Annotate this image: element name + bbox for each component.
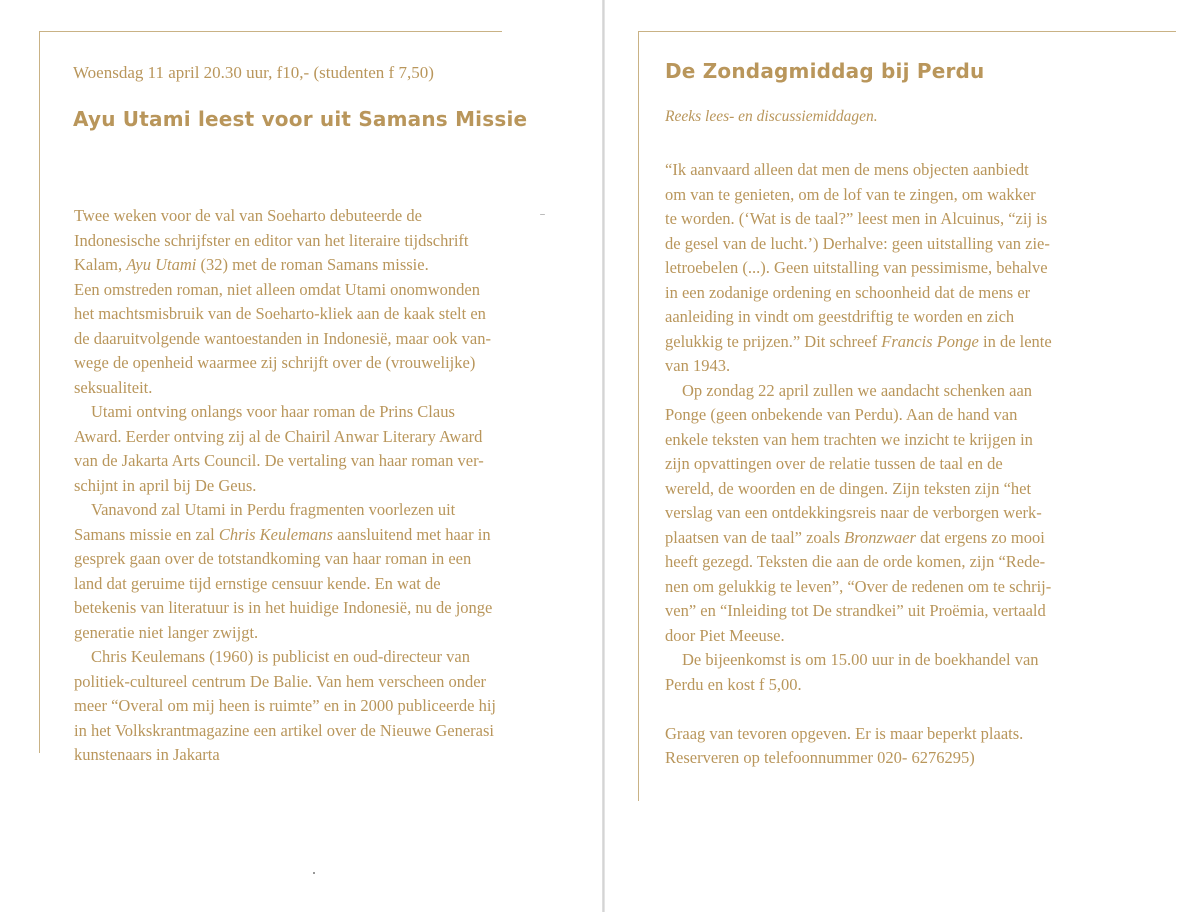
text-line: Utami ontving onlangs voor haar roman de Prins Claus [91, 402, 455, 421]
text-line: het machtsmisbruik van de Soeharto-kliek aan de kaak stelt en [74, 304, 486, 323]
event-title: Ayu Utami leest voor uit Samans Missie [73, 107, 528, 131]
text-line: van de Jakarta Arts Council. De vertaling van haar roman ver- [74, 451, 484, 470]
text-line: de gesel van de lucht.’) Derhalve: geen uitstalling van zie- [665, 233, 1050, 253]
text-line: nen om gelukkig te leven”, “Over de redenen om te schrij- [665, 576, 1052, 596]
text-line: Ponge (geen onbekende van Perdu). Aan de hand van [665, 405, 1018, 424]
text-line: wereld, de woorden en de dingen. Zijn teksten zijn “het [665, 478, 1032, 498]
left-page-top-rule [39, 31, 502, 32]
critic-name: Bronzwaer [844, 527, 916, 547]
author-name: Francis Ponge [881, 331, 979, 351]
series-description [665, 158, 1165, 771]
text-line: aanleiding in vindt om geestdriftig te worden en zich [665, 307, 1015, 326]
text-line: generatie niet langer zwijgt. [74, 622, 259, 642]
right-page-side-rule [638, 31, 639, 801]
page-gutter [602, 0, 605, 912]
text-line: “Ik aanvaard alleen dat men de mens objecten aanbiedt [665, 160, 1029, 179]
text-line: letroebelen (...). Geen uitstalling van pessimisme, behalve [665, 258, 1048, 277]
text-line: meer “Overal om mij heen is ruimte” en in 2000 publiceerde hij [74, 696, 496, 715]
text-line: te worden. (‘Wat is de taal?” leest men in Alcuinus, “zij is [665, 209, 1048, 228]
text-line: politiek-cultureel centrum De Balie. Van hem verscheen onder [74, 671, 487, 691]
text-line: betekenis van literatuur is in het huidige Indonesië, nu de jonge [74, 598, 493, 617]
series-title: De Zondagmiddag bij Perdu [665, 59, 985, 83]
text-line: gelukkig te prijzen.” Dit schreef Francis Ponge in de lente [665, 331, 1052, 351]
text-line: verslag van een ontdekkingsreis naar de verborgen werk- [665, 503, 1042, 522]
text-line: Twee weken voor de val van Soeharto debuteerde de [74, 206, 422, 225]
text-line: Perdu en kost f 5,00. [665, 674, 802, 694]
text-line: Chris Keulemans (1960) is publicist en oud-directeur van [91, 647, 470, 666]
text-line: Indonesische schrijfster en editor van het literaire tijdschrift [74, 230, 469, 250]
text-line: Vanavond zal Utami in Perdu fragmenten voorlezen uit [91, 500, 456, 519]
text-line: wege de openheid waarmee zij schrijft over de (vrouwelijke) [74, 353, 476, 372]
moderator-name: Chris Keulemans [218, 524, 333, 544]
text-line: heeft gezegd. Teksten die aan de orde komen, zijn “Rede- [665, 552, 1046, 571]
text-line: de daaruitvolgende wantoestanden in Indonesië, maar ook van- [74, 328, 491, 348]
paper-speck [540, 214, 545, 215]
right-page [606, 0, 1200, 912]
text-line: De bijeenkomst is om 15.00 uur in de boekhandel van [682, 650, 1039, 669]
text-line: plaatsen van de taal” zoals Bronzwaer dat ergens zo mooi [665, 527, 1045, 547]
series-subtitle: Reeks lees- en discussiemiddagen. [665, 108, 878, 125]
text-line: Op zondag 22 april zullen we aandacht schenken aan [682, 380, 1033, 400]
text-line: van 1943. [665, 356, 731, 375]
text-line: Samans missie en zal Chris Keulemans aansluitend met haar in [74, 524, 491, 544]
text-line: schijnt in april bij De Geus. [74, 475, 257, 495]
text-line: Een omstreden roman, niet alleen omdat Utami onomwonden [74, 279, 480, 299]
text-line: zijn opvattingen over de relatie tussen de taal en de [665, 454, 1003, 473]
event-date-price: Woensdag 11 april 20.30 uur, f10,- (studenten f 7,50) [73, 63, 434, 82]
paragraph-gap [665, 697, 1165, 722]
reservation-phone: Reserveren op telefoonnummer 020- 6276295) [665, 748, 975, 767]
text-line: kunstenaars in Jakarta [74, 745, 220, 764]
text-line: enkele teksten van hem trachten we inzicht te krijgen in [665, 429, 1033, 449]
text-line: ven” en “Inleiding tot De strandkei” uit Proëmia, vertaald [665, 601, 1046, 620]
text-line: seksualiteit. [74, 377, 153, 397]
text-line: in het Volkskrantmagazine een artikel over de Nieuwe Generasi [74, 720, 494, 740]
left-page-side-rule [39, 31, 40, 753]
text-line: land dat geruime tijd ernstige censuur kende. En wat de [74, 573, 441, 593]
reservation-note: Graag van tevoren opgeven. Er is maar beperkt plaats. [665, 723, 1024, 743]
text-line: Kalam, Ayu Utami (32) met de roman Samans missie. [74, 255, 429, 274]
paper-speck [313, 872, 315, 874]
text-line: Award. Eerder ontving zij al de Chairil Anwar Literary Award [74, 426, 483, 446]
text-line: om van te genieten, om de lof van te zingen, om wakker [665, 184, 1036, 204]
text-line: gesprek gaan over de totstandkoming van haar roman in een [74, 549, 472, 568]
author-name: Ayu Utami [126, 255, 197, 274]
event-description [74, 204, 574, 768]
text-line: door Piet Meeuse. [665, 625, 785, 645]
right-page-top-rule [638, 31, 1176, 32]
text-line: in een zodanige ordening en schoonheid dat de mens er [665, 282, 1031, 302]
